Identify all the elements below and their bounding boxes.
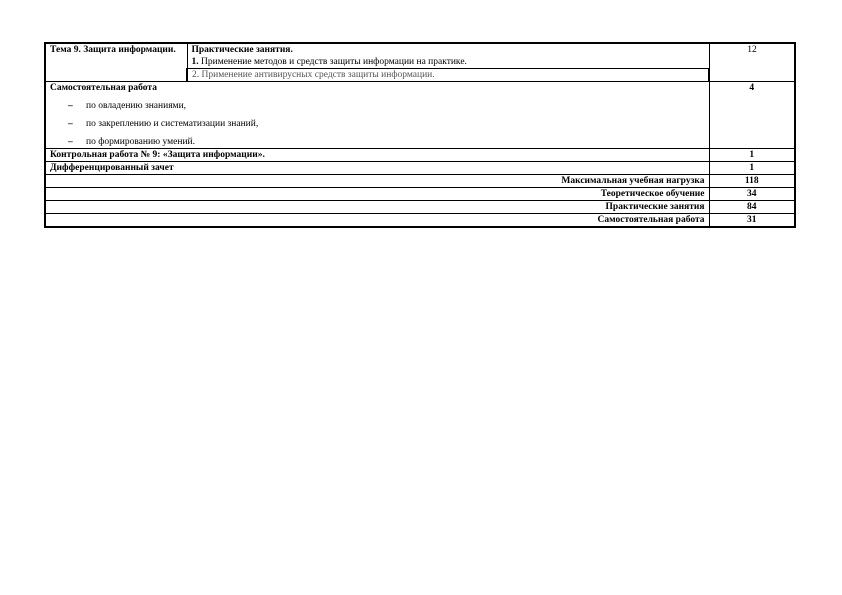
total-value: 118	[709, 175, 795, 188]
credit-row	[45, 162, 795, 175]
total-label: Теоретическое обучение	[45, 188, 709, 201]
total-label: Максимальная учебная нагрузка	[45, 175, 709, 188]
topic-title: Тема 9. Защита информации.	[45, 43, 187, 82]
practice-item: 1. Применение методов и средств защиты информации на практике.	[191, 57, 467, 67]
control-row	[45, 149, 795, 162]
total-row	[45, 201, 795, 214]
practice-cell	[187, 43, 709, 69]
self-work-heading: Самостоятельная работа	[50, 83, 157, 93]
topic-row	[45, 43, 795, 69]
total-row	[45, 188, 795, 201]
practice-heading: Практические занятия.	[191, 45, 293, 55]
total-row	[45, 214, 795, 228]
total-value: 84	[709, 201, 795, 214]
total-value: 34	[709, 188, 795, 201]
self-work-hours: 4	[709, 82, 795, 149]
topic-hours: 12	[709, 43, 795, 82]
self-work-cell	[45, 82, 709, 149]
total-value: 31	[709, 214, 795, 228]
control-label: Контрольная работа № 9: «Защита информации».	[45, 149, 709, 162]
practice-item: 2. Применение антивирусных средств защиты информации.	[187, 69, 709, 82]
credit-label: Дифференцированный зачет	[45, 162, 709, 175]
control-hours: 1	[709, 149, 795, 162]
list-item: – по закреплению и систематизации знаний,	[68, 119, 259, 129]
total-row	[45, 175, 795, 188]
list-item: – по овладению знаниями,	[68, 101, 187, 111]
list-item: – по формированию умений.	[68, 137, 196, 147]
credit-hours: 1	[709, 162, 795, 175]
total-label: Практические занятия	[45, 201, 709, 214]
curriculum-table	[44, 42, 796, 228]
self-work-row	[45, 82, 795, 149]
total-label: Самостоятельная работа	[45, 214, 709, 228]
